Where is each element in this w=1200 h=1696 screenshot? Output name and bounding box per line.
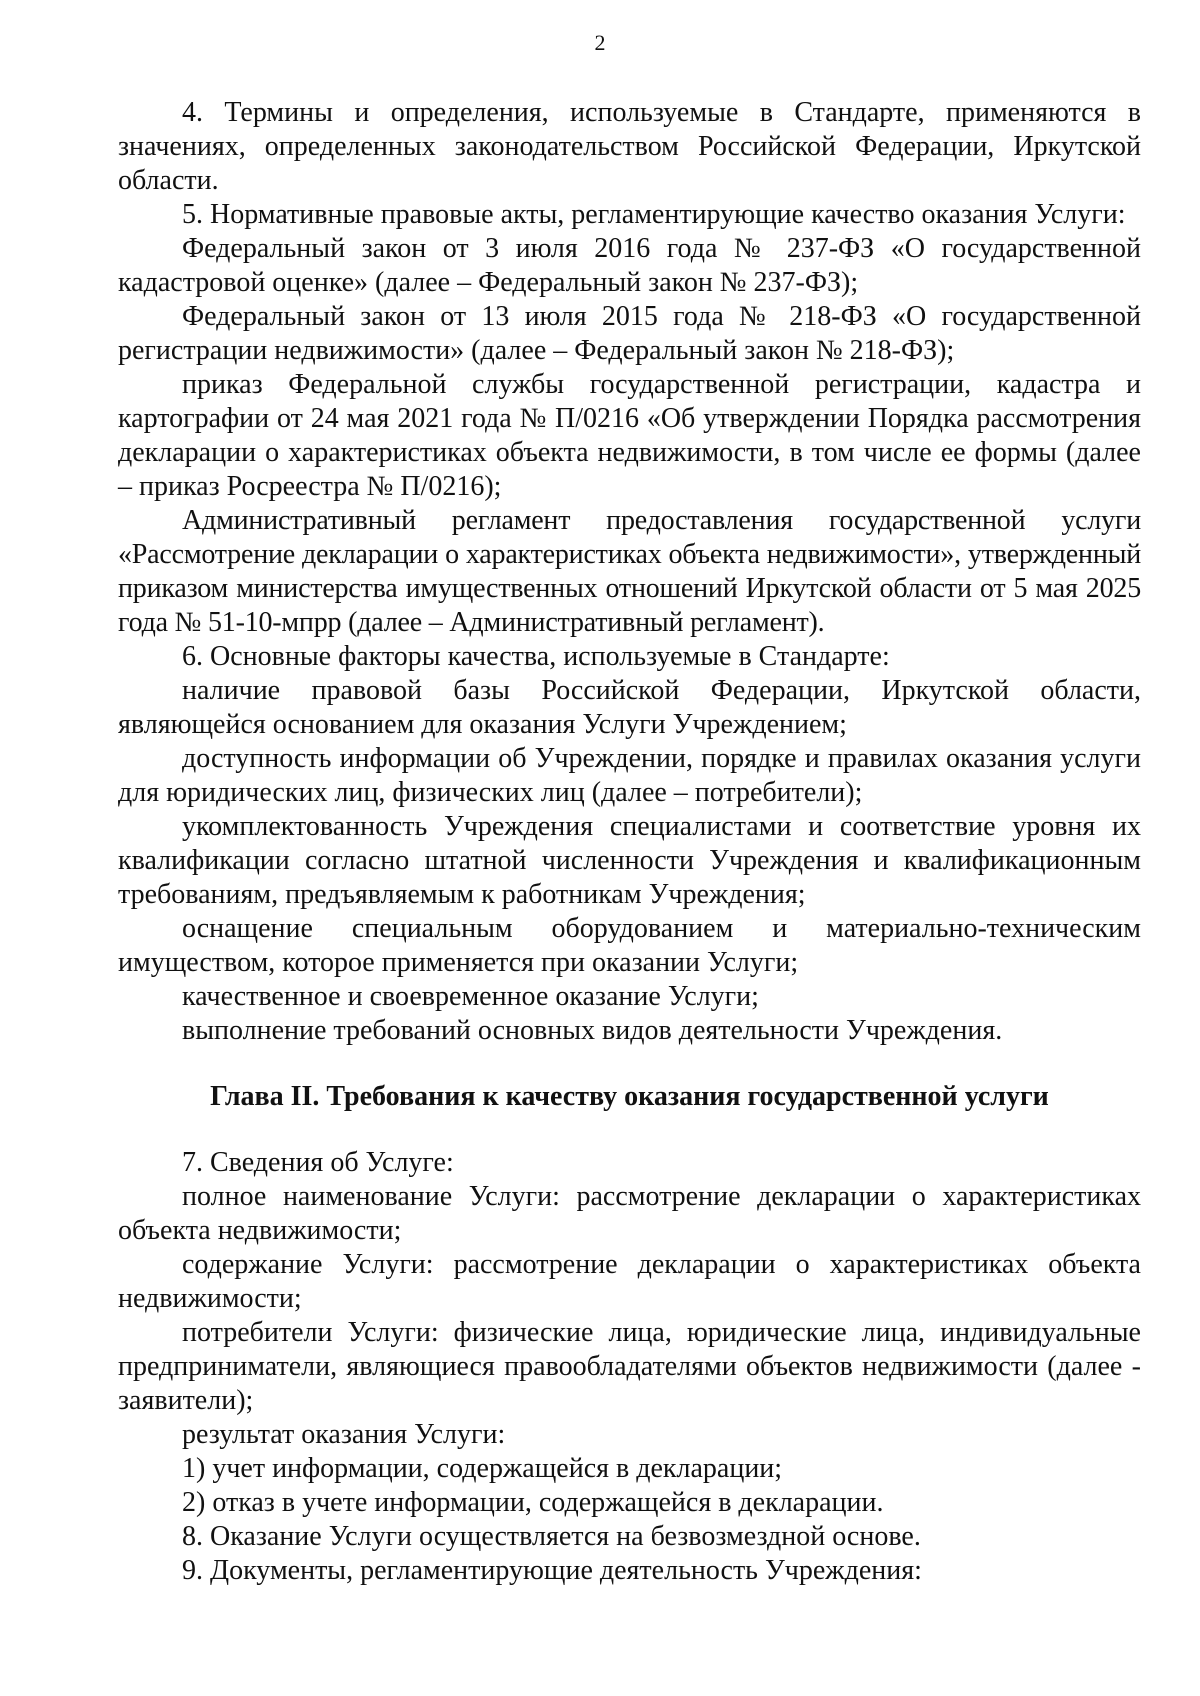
paragraph-7-service-info: 7. Сведения об Услуге: [182, 1147, 454, 1178]
paragraph-timely-service: качественное и своевременное оказание Услуги; [182, 981, 759, 1012]
paragraph-equipment: оснащение специальным оборудованием и материально-техническим имуществом, которое применяется при оказании Услуги; [118, 913, 1141, 978]
paragraph-5-legal-acts: 5. Нормативные правовые акты, регламентирующие качество оказания Услуги: [182, 199, 1126, 230]
paragraph-law-218: Федеральный закон от 13 июля 2015 года № 218-ФЗ «О государственной регистрации недвижимости» (далее – Федеральный закон № 218-ФЗ); [118, 301, 1141, 366]
list-item-result-1: 1) учет информации, содержащейся в декларации; [182, 1453, 783, 1484]
paragraph-staffing: укомплектованность Учреждения специалистами и соответствие уровня их квалификации согласно штатной численности Учреждения и квалификационным требованиям, предъявляемым к работникам Учреждения; [118, 811, 1141, 910]
paragraph-6-quality-factors: 6. Основные факторы качества, используемые в Стандарте: [182, 641, 890, 672]
list-item-result-2: 2) отказ в учете информации, содержащейся в декларации. [182, 1487, 884, 1518]
paragraph-information-availability: доступность информации об Учреждении, порядке и правилах оказания услуги для юридических лиц, физических лиц (далее – потребители); [118, 743, 1141, 808]
page-number: 2 [594, 30, 606, 55]
paragraph-legal-basis: наличие правовой базы Российской Федерации, Иркутской области, являющейся основанием для оказания Услуги Учреждением; [118, 675, 1141, 740]
paragraph-9-documents: 9. Документы, регламентирующие деятельность Учреждения: [182, 1555, 922, 1586]
paragraph-content: содержание Услуги: рассмотрение декларации о характеристиках объекта недвижимости; [118, 1249, 1141, 1314]
paragraph-consumers: потребители Услуги: физические лица, юридические лица, индивидуальные предприниматели, являющиеся правообладателями объектов недвижимости (далее - заявители); [118, 1317, 1141, 1416]
paragraph-8-free-of-charge: 8. Оказание Услуги осуществляется на безвозмездной основе. [182, 1521, 921, 1552]
paragraph-4-terms: 4. Термины и определения, используемые в Стандарте, применяются в значениях, определенных законодательством Российской Федерации, Иркутской области. [118, 97, 1141, 196]
document-body [118, 96, 1141, 1588]
paragraph-result: результат оказания Услуги: [182, 1419, 506, 1450]
paragraph-requirements-fulfillment: выполнение требований основных видов деятельности Учреждения. [182, 1015, 1003, 1046]
paragraph-full-name: полное наименование Услуги: рассмотрение декларации о характеристиках объекта недвижимости; [118, 1181, 1141, 1246]
paragraph-law-237: Федеральный закон от 3 июля 2016 года № 237-ФЗ «О государственной кадастровой оценке» (далее – Федеральный закон № 237-ФЗ); [118, 233, 1141, 298]
chapter-heading: Глава II. Требования к качеству оказания государственной услуги [210, 1081, 1049, 1112]
paragraph-admin-regulation: Административный регламент предоставления государственной услуги «Рассмотрение декларации о характеристиках объекта недвижимости», утвержденный приказом министерства имущественных отношений Иркутской области от 5 мая 2025 года № 51-10-мпрр (далее – Административный регламент). [118, 505, 1141, 638]
paragraph-rosreestr-order: приказ Федеральной службы государственной регистрации, кадастра и картографии от 24 мая 2021 года № П/0216 «Об утверждении Порядка рассмотрения декларации о характеристиках объекта недвижимости, в том числе ее формы (далее – приказ Росреестра № П/0216); [118, 369, 1141, 502]
